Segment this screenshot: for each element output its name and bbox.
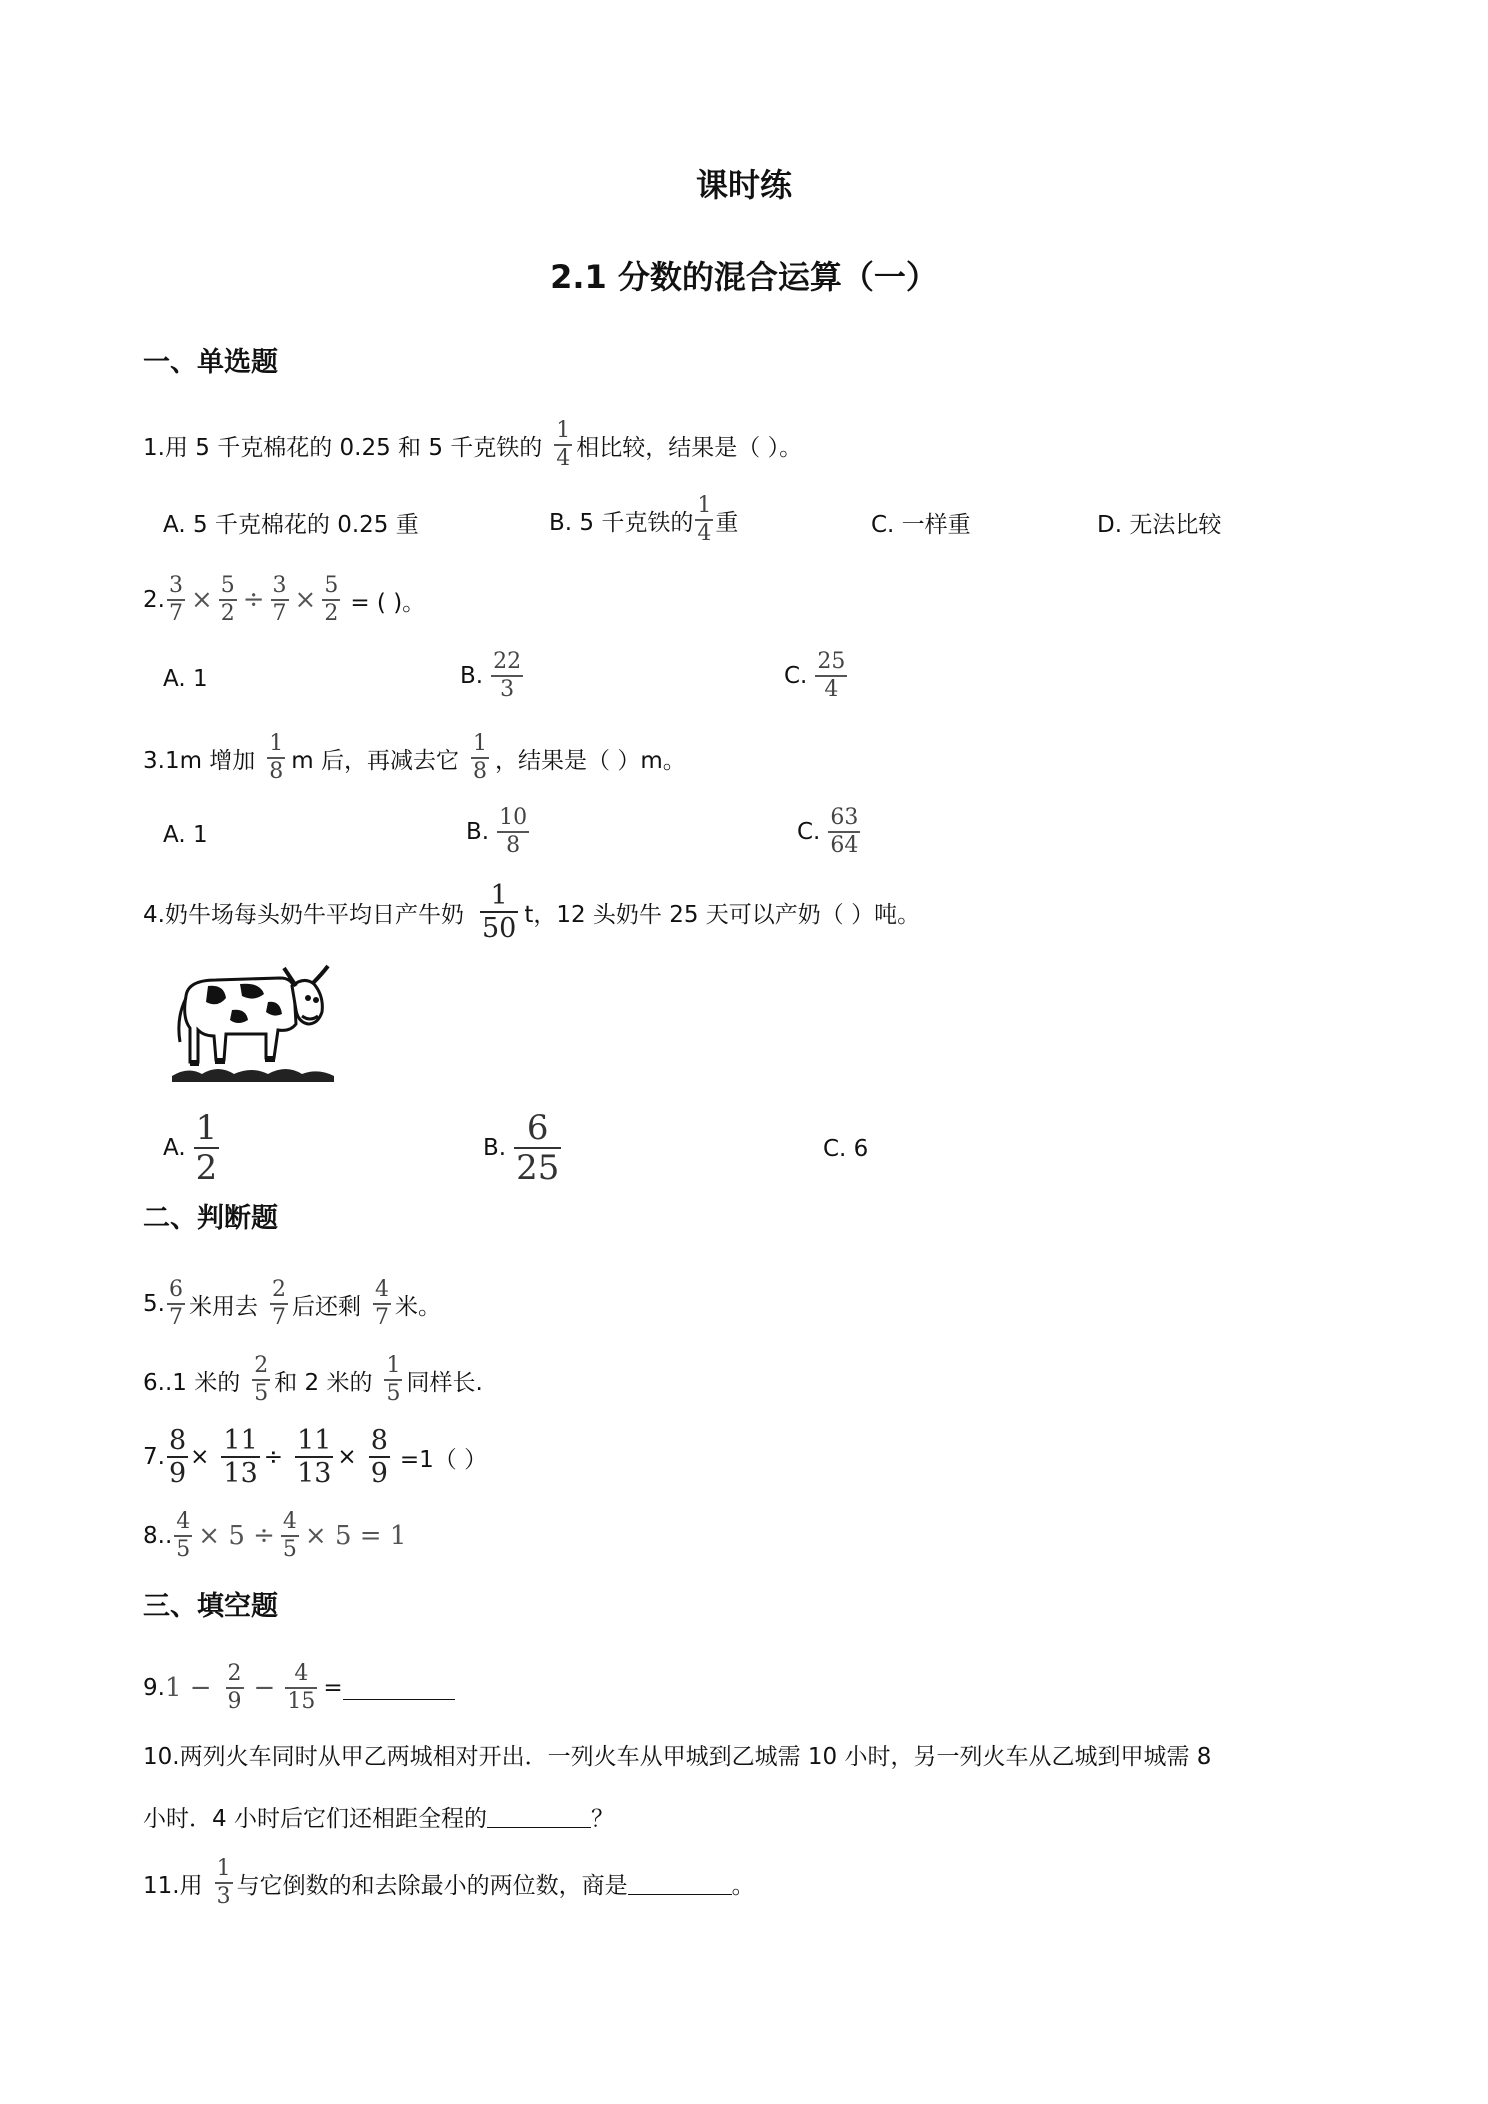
question-5: 5. $\frac{6}{7}$ 米用去 $\frac{2}{7}$ 后还剩 $\frac{4}{7}$ 米。: [143, 1277, 441, 1330]
question-8: 8.. $\frac{4}{5}$ × 5 ÷ $\frac{4}{5}$ × 5 = 1: [143, 1509, 407, 1562]
q3-option-b[interactable]: B. $\frac{10}{8}$: [466, 805, 528, 858]
q1-option-c[interactable]: C. 一样重: [871, 512, 971, 538]
q1-suffix: 相比较，结果是（ ）。: [576, 434, 803, 461]
q1-option-d[interactable]: D. 无法比较: [1097, 512, 1222, 538]
question-1: [143, 418, 802, 472]
q4-option-b[interactable]: B. $\frac{6}{25}$: [483, 1108, 560, 1188]
question-3: 3.1m 增加 $\frac{1}{8}$ m 后，再减去它 $\frac{1}{8}$ ，结果是（ ）m。: [143, 731, 686, 784]
q2-option-c[interactable]: C. $\frac{25}{4}$: [784, 649, 846, 702]
q1-option-a[interactable]: A. 5 千克棉花的 0.25 重: [163, 512, 419, 538]
q4-option-a[interactable]: A. $\frac{1}{2}$: [163, 1108, 218, 1188]
q3-option-a[interactable]: A. 1: [163, 822, 208, 848]
q1-prefix: 1.用 5 千克棉花的 0.25 和 5 千克铁的: [143, 434, 543, 461]
q1-option-b[interactable]: B. 5 千克铁的 $\frac{1}{4}$ 重: [549, 493, 739, 546]
question-9: 9. 1 − $\frac{2}{9}$ − $\frac{4}{15}$ =: [143, 1660, 455, 1716]
q1-b-fraction: $\frac{1}{4}$: [697, 493, 712, 546]
cow-illustration: [168, 958, 338, 1088]
question-10-line-2: 小时．4 小时后它们还相距全程的 ？: [143, 1805, 614, 1832]
q4-option-c[interactable]: C. 6: [823, 1136, 869, 1162]
question-4: 4.奶牛场每头奶牛平均日产牛奶 $\frac{1}{50}$ t，12 头奶牛 25 天可以产奶（ ）吨。: [143, 880, 921, 944]
q10-answer-blank[interactable]: [487, 1805, 591, 1828]
question-11: 11.用 $\frac{1}{3}$ 与它倒数的和去除最小的两位数，商是 。: [143, 1856, 755, 1909]
section-heading-fill-blank: 三、填空题: [143, 1591, 278, 1622]
q2-option-a[interactable]: A. 1: [163, 666, 208, 692]
section-heading-single-choice: 一、单选题: [143, 347, 278, 378]
question-2: 2. $\frac{3}{7}$ × $\frac{5}{2}$ ÷ $\frac{3}{7}$ × $\frac{5}{2}$ = ( )。: [143, 573, 426, 626]
q9-answer-blank[interactable]: [343, 1677, 455, 1700]
question-6: 6..1 米的 $\frac{2}{5}$ 和 2 米的 $\frac{1}{5}$ 同样长.: [143, 1353, 483, 1406]
question-10-line-1: 10.两列火车同时从甲乙两城相对开出．一列火车从甲城到乙城需 10 小时，另一列火车从乙城到甲城需 8: [143, 1743, 1212, 1770]
section-heading-true-false: 二、判断题: [143, 1203, 278, 1234]
q11-answer-blank[interactable]: [628, 1872, 732, 1895]
page-subtitle: 2.1 分数的混合运算（一）: [550, 258, 938, 296]
question-7: 7. $\frac{8}{9}$ × $\frac{11}{13}$ ÷ $\frac{11}{13}$ × $\frac{8}{9}$ =1（ ）: [143, 1425, 488, 1489]
q3-option-c[interactable]: C. $\frac{63}{64}$: [797, 805, 859, 858]
page-title: 课时练: [695, 166, 792, 204]
q1-fraction: $\frac{1}{4}$: [556, 418, 571, 471]
q2-option-b[interactable]: B. $\frac{22}{3}$: [460, 649, 522, 702]
